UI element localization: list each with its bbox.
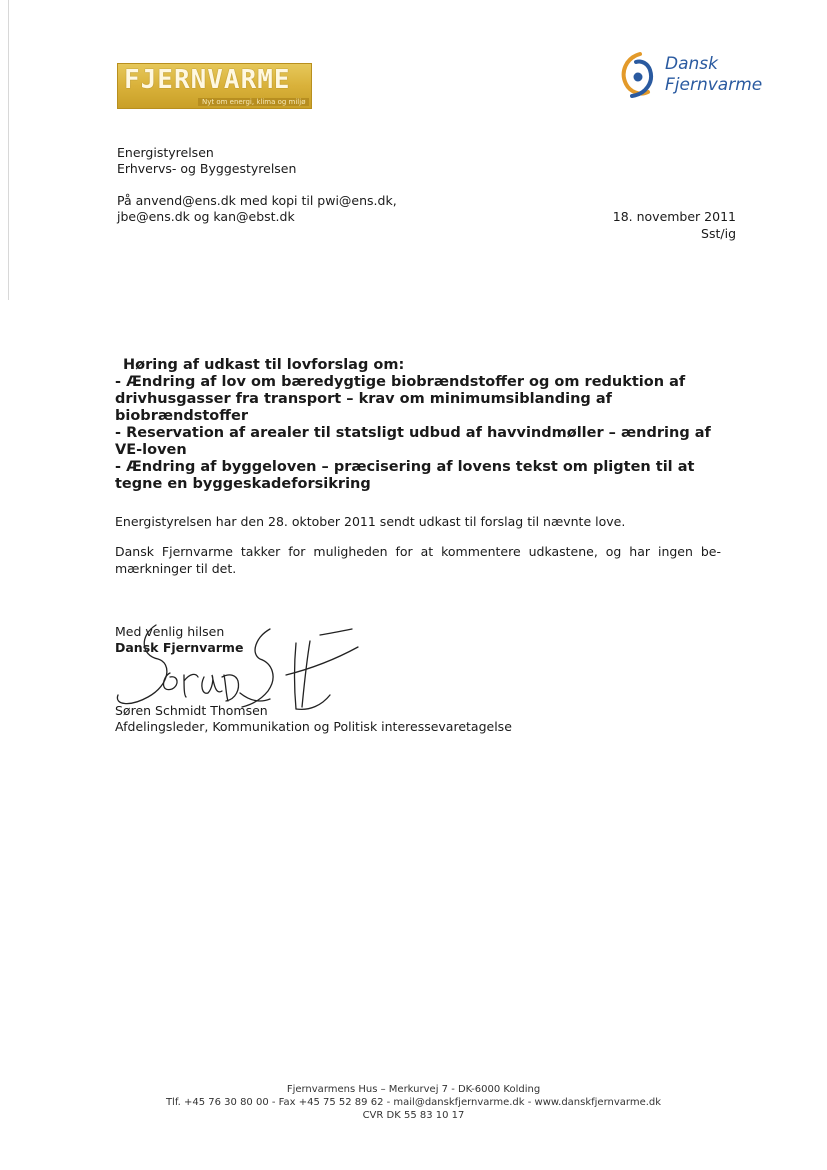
handwritten-signature — [100, 615, 380, 735]
dansk-fjernvarme-logo — [618, 48, 788, 108]
footer-contact: Tlf. +45 76 30 80 00 - Fax +45 75 52 89 62 - mail@danskfjernvarme.dk - www.danskfjernvarme.dk — [165, 1097, 662, 1108]
subject-line: - Ændring af lov om bæredygtige biobrændstoffer og om reduktion af — [115, 374, 686, 390]
subject-line: VE-loven — [115, 442, 187, 458]
signatory-title: Afdelingsleder, Kommunikation og Politisk interessevaretagelse — [115, 719, 512, 734]
recipient-email-line2: jbe@ens.dk og kan@ebst.dk — [117, 209, 295, 224]
subject-line: - Reservation af arealer til statsligt udbud af havvindmøller – ændring af — [115, 425, 711, 441]
recipient-line1: Energistyrelsen — [117, 145, 214, 160]
body-paragraph-1: Energistyrelsen har den 28. oktober 2011 sendt udkast til forslag til nævnte love. — [115, 514, 626, 529]
letter-reference: Sst/ig — [701, 226, 736, 241]
logo-wordmark: FJERNVARME — [124, 65, 291, 95]
recipient-line2: Erhvervs- og Byggestyrelsen — [117, 161, 297, 176]
body-paragraph-2-line2: mærkninger til det. — [115, 561, 237, 576]
subject-line: tegne en byggeskadeforsikring — [115, 476, 371, 492]
recipient-email-line1: På anvend@ens.dk med kopi til pwi@ens.dk, — [117, 193, 397, 208]
swirl-icon — [618, 50, 658, 100]
page-edge-line — [8, 0, 9, 300]
footer-address: Fjernvarmens Hus – Merkurvej 7 - DK-6000 Kolding — [286, 1084, 541, 1095]
subject-line: biobrændstoffer — [115, 408, 248, 424]
footer-cvr: CVR DK 55 83 10 17 — [362, 1110, 465, 1121]
letter-date: 18. november 2011 — [612, 209, 736, 224]
subject-line: Høring af udkast til lovforslag om: — [123, 357, 405, 373]
subject-line: drivhusgasser fra transport – krav om minimumsiblanding af — [115, 391, 612, 407]
closing-organization: Dansk Fjernvarme — [115, 640, 244, 655]
logo-brand-line1: Dansk — [665, 54, 718, 74]
signatory-name: Søren Schmidt Thomsen — [115, 703, 268, 718]
subject-line: - Ændring af byggeloven – præcisering af lovens tekst om pligten til at — [115, 459, 695, 475]
closing-greeting: Med venlig hilsen — [115, 624, 225, 639]
logo-brand-line2: Fjernvarme — [665, 75, 763, 95]
fjernvarme-magazine-logo — [117, 63, 312, 109]
letter-subject — [115, 357, 735, 493]
logo-tagline: Nyt om energi, klima og miljø — [198, 98, 309, 106]
body-paragraph-2-line1: Dansk Fjernvarme takker for muligheden for at kommentere udkastene, og har ingen be- — [115, 544, 721, 559]
